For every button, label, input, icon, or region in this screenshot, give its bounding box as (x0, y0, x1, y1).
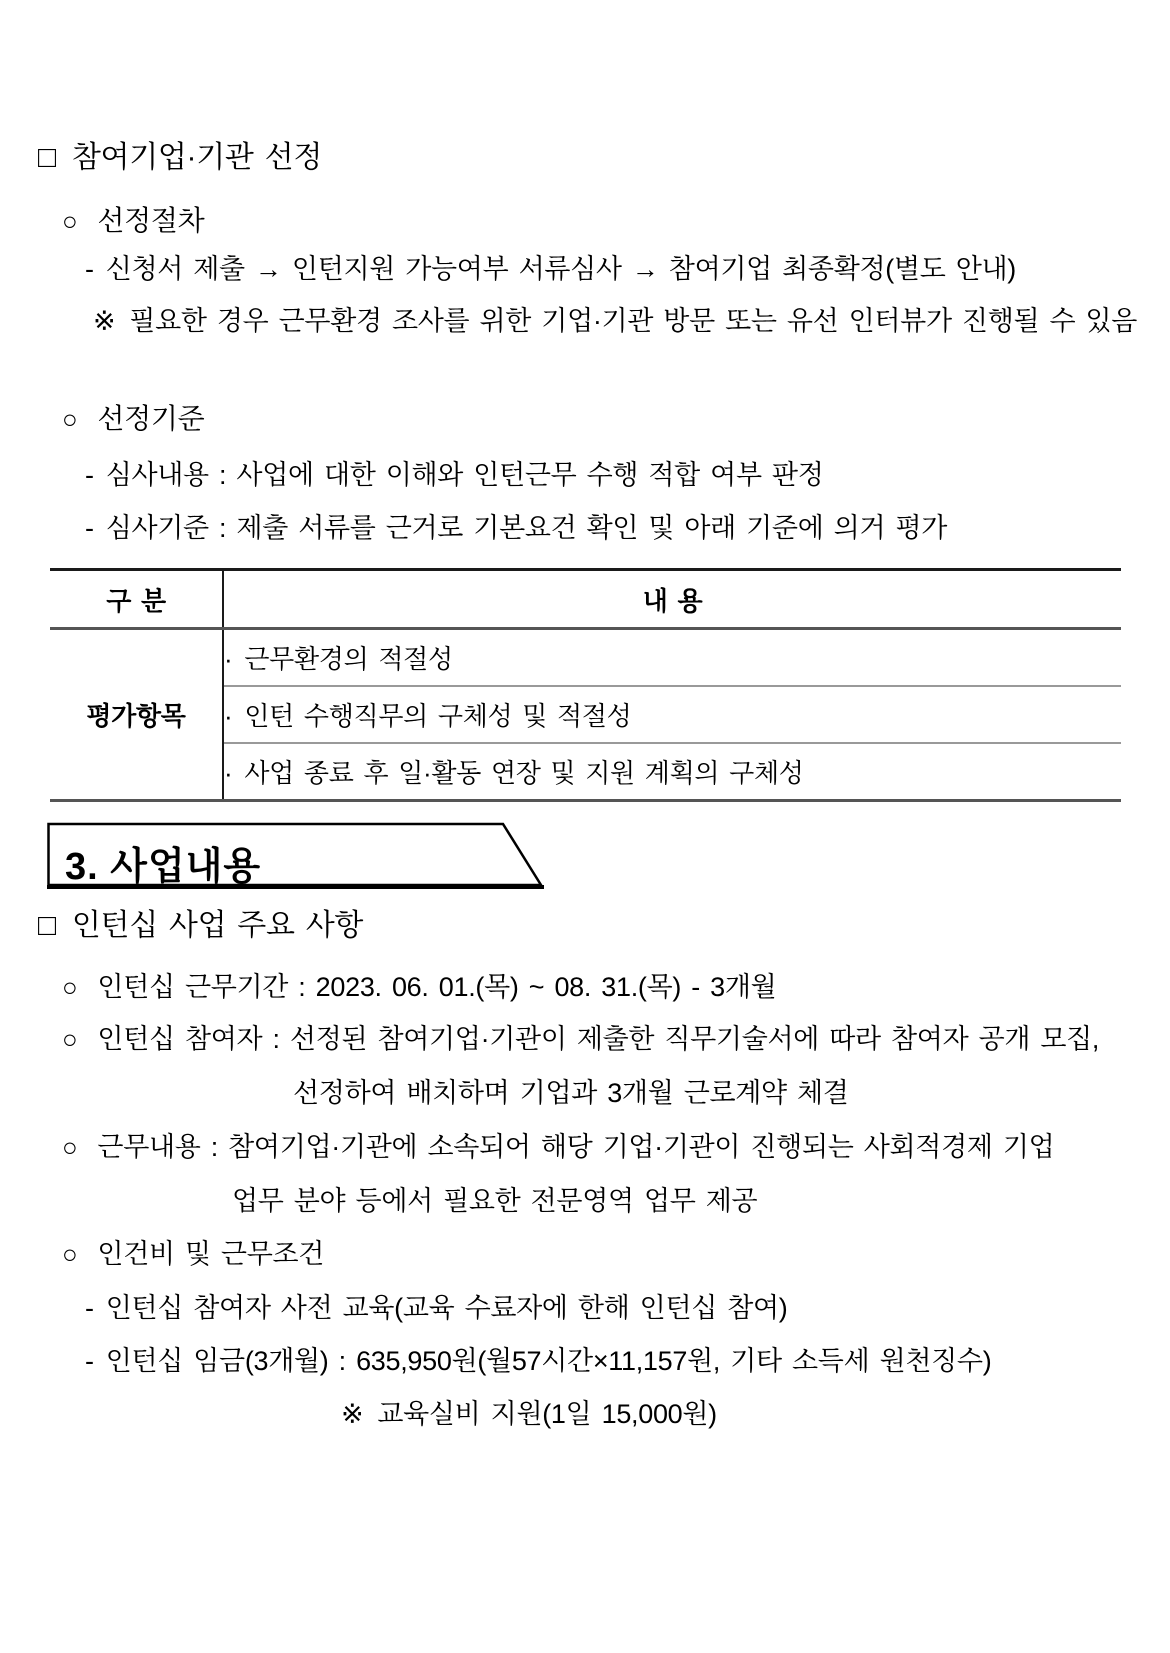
business-section-title: 3. 사업내용 (65, 846, 262, 888)
table-cell-work-environment (223, 629, 1121, 687)
dash-bullet-icon: - (85, 460, 94, 490)
procedure-note-line (93, 305, 1137, 337)
reference-mark-icon: ※ (93, 306, 116, 336)
table-cell-duty-specificity (223, 686, 1121, 743)
dash-bullet-icon: - (85, 254, 94, 284)
table-row (50, 629, 1121, 687)
selection-title (38, 140, 322, 176)
table-cell-text: 근무환경의 적절성 (244, 644, 453, 674)
table-header-naeyong: 내 용 (223, 570, 1121, 629)
square-bullet-icon: □ (38, 909, 56, 942)
selection-criteria-heading (62, 402, 204, 436)
participants-continuation-text: 선정하여 배치하며 기업과 3개월 근로계약 체결 (293, 1078, 849, 1108)
table-header-gubun: 구 분 (50, 570, 223, 629)
selection-procedure-heading (62, 204, 204, 238)
internship-period-line (62, 971, 776, 1003)
internship-participants-line (62, 1023, 1099, 1055)
evaluation-table (50, 568, 1121, 802)
circle-bullet-icon: ○ (62, 1132, 78, 1162)
circle-bullet-icon: ○ (62, 1239, 78, 1269)
table-header-row (50, 570, 1121, 629)
business-heading (38, 908, 363, 944)
selection-procedure-label: 선정절차 (97, 205, 205, 236)
procedure-step-line (85, 253, 1016, 285)
table-cell-post-program-plan (223, 743, 1121, 801)
dash-bullet-icon: - (85, 1346, 94, 1376)
table-cell-text: 인턴 수행직무의 구체성 및 적절성 (244, 701, 632, 731)
criteria-review-content-line (85, 459, 824, 491)
circle-bullet-icon: ○ (62, 206, 78, 236)
circle-bullet-icon: ○ (62, 404, 78, 434)
internship-wage-line (85, 1345, 991, 1377)
dot-bullet-icon: · (224, 644, 233, 674)
procedure-note-text: 필요한 경우 근무환경 조사를 위한 기업·기관 방문 또는 유선 인터뷰가 진행될 수 있음 (129, 306, 1138, 336)
circle-bullet-icon: ○ (62, 972, 78, 1002)
pre-education-line (85, 1292, 787, 1324)
participants-continuation-line (293, 1077, 849, 1109)
dot-bullet-icon: · (224, 701, 233, 731)
reference-mark-icon: ※ (341, 1399, 364, 1429)
table-row-group-label: 평가항목 (50, 629, 223, 801)
work-duties-line (62, 1131, 1054, 1163)
duties-continuation-line (232, 1185, 757, 1217)
square-bullet-icon: □ (38, 141, 56, 174)
criteria-review-standard-text: 심사기준 : 제출 서류를 근거로 기본요건 확인 및 아래 기준에 의거 평가 (105, 513, 948, 543)
education-expense-note-text: 교육실비 지원(1일 15,000원) (377, 1399, 717, 1429)
duties-continuation-text: 업무 분야 등에서 필요한 전문영역 업무 제공 (232, 1186, 758, 1216)
education-expense-note-line (341, 1398, 717, 1430)
procedure-step-text: 신청서 제출 → 인턴지원 가능여부 서류심사 → 참여기업 최종확정(별도 안내) (105, 254, 1016, 284)
work-duties-text: 근무내용 : 참여기업·기관에 소속되어 해당 기업·기관이 진행되는 사회적경제 기업 (97, 1132, 1055, 1162)
dash-bullet-icon: - (85, 1293, 94, 1323)
circle-bullet-icon: ○ (62, 1024, 78, 1054)
selection-title-label: 참여기업·기관 선정 (71, 141, 322, 174)
internship-period-text: 인턴십 근무기간 : 2023. 06. 01.(목) ~ 08. 31.(목) - 3개월 (97, 972, 777, 1002)
dash-bullet-icon: - (85, 513, 94, 543)
business-heading-label: 인턴십 사업 주요 사항 (71, 909, 364, 942)
internship-participants-text: 인턴십 참여자 : 선정된 참여기업·기관이 제출한 직무기술서에 따라 참여자 공개 모집, (97, 1024, 1100, 1054)
pre-education-text: 인턴십 참여자 사전 교육(교육 수료자에 한해 인턴십 참여) (105, 1293, 788, 1323)
selection-criteria-label: 선정기준 (97, 403, 205, 434)
internship-wage-text: 인턴십 임금(3개월) : 635,950원(월57시간×11,157원, 기타 소득세 원천징수) (105, 1346, 992, 1376)
dot-bullet-icon: · (224, 758, 233, 788)
criteria-review-content-text: 심사내용 : 사업에 대한 이해와 인턴근무 수행 적합 여부 판정 (105, 460, 824, 490)
criteria-review-standard-line (85, 512, 947, 544)
labor-conditions-heading (62, 1238, 324, 1270)
labor-conditions-label: 인건비 및 근무조건 (97, 1239, 325, 1269)
table-cell-text: 사업 종료 후 일·활동 연장 및 지원 계획의 구체성 (244, 758, 804, 788)
business-section-banner (47, 822, 557, 894)
